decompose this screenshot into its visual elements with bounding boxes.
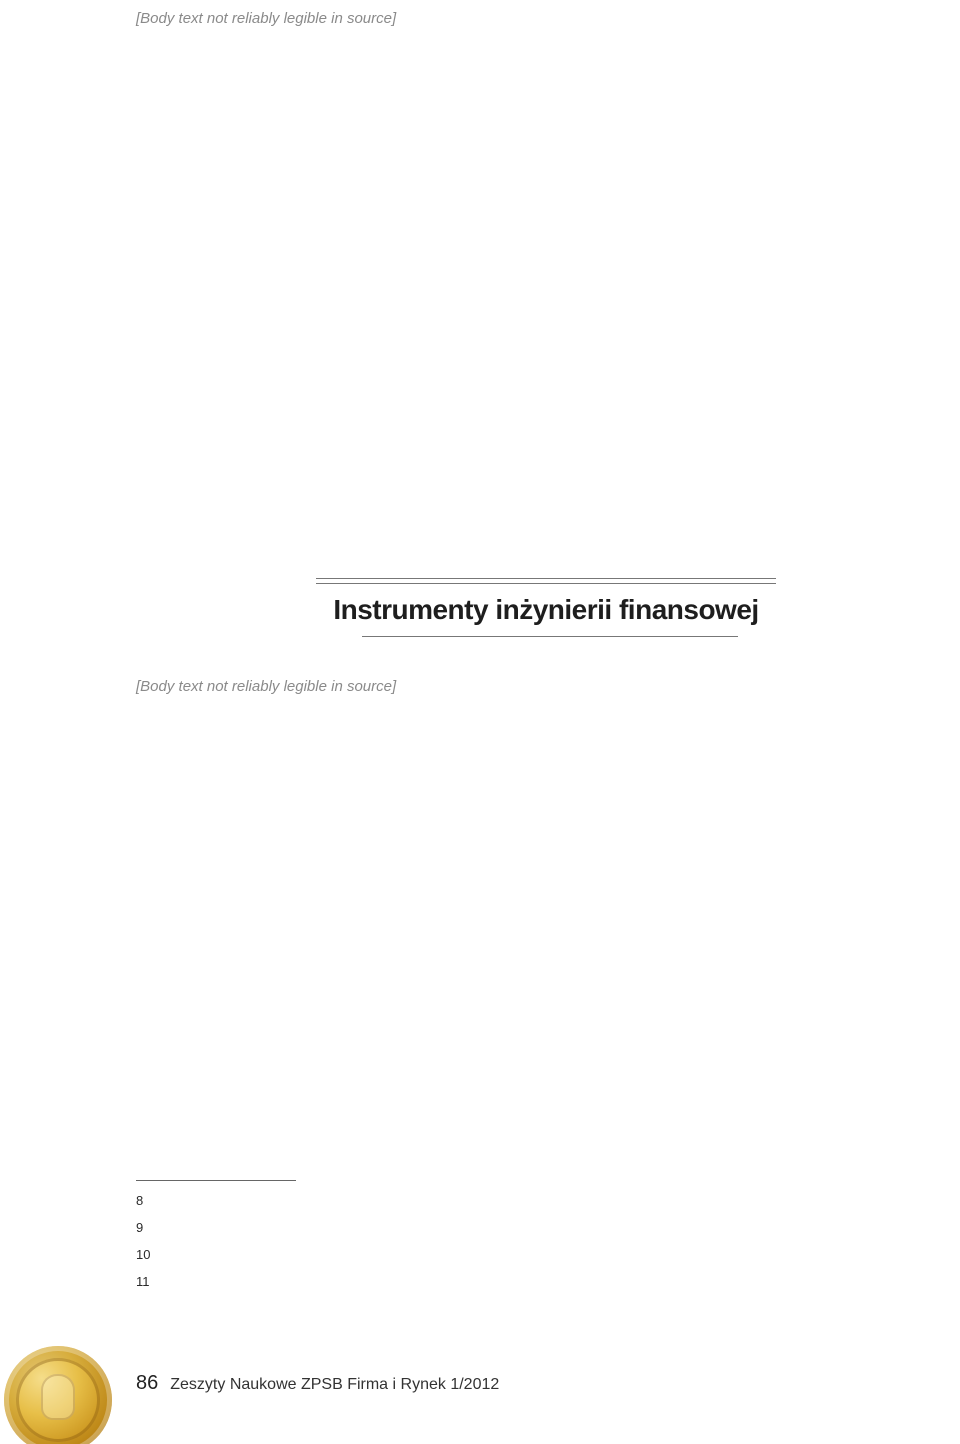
body-text-top bbox=[136, 0, 956, 530]
title-top-rule bbox=[316, 578, 776, 584]
journal-logo-seal bbox=[4, 1346, 112, 1444]
missing-body-note-top: [Body text not reliably legible in source] bbox=[136, 10, 397, 27]
document-page bbox=[136, 0, 956, 1444]
missing-body-note-bottom: [Body text not reliably legible in source] bbox=[136, 678, 397, 695]
footnote-text bbox=[160, 1244, 956, 1265]
footnote-9 bbox=[136, 1217, 956, 1238]
footnote-number: 11 bbox=[136, 1274, 150, 1289]
footnote-11 bbox=[136, 1271, 956, 1292]
title-bottom-rule bbox=[362, 636, 738, 637]
footnote-10 bbox=[136, 1244, 956, 1265]
section-heading bbox=[316, 578, 776, 650]
footnote-text bbox=[160, 1271, 956, 1292]
journal-name: Zeszyty Naukowe ZPSB Firma i Rynek 1/2012 bbox=[170, 1376, 500, 1393]
footnote-divider bbox=[136, 1180, 296, 1181]
body-text-bottom bbox=[136, 668, 956, 1144]
footnote-8 bbox=[136, 1190, 956, 1211]
page-footer bbox=[136, 1372, 836, 1395]
footnote-text bbox=[160, 1190, 956, 1211]
footnotes bbox=[136, 1190, 956, 1298]
footnote-number: 9 bbox=[136, 1220, 144, 1235]
logo-center-mark bbox=[41, 1374, 75, 1420]
footnote-text bbox=[160, 1217, 956, 1238]
section-title: Instrumenty inżynierii finansowej bbox=[333, 594, 759, 625]
footnote-number: 10 bbox=[136, 1247, 151, 1262]
footnote-number: 8 bbox=[136, 1193, 144, 1208]
page-number: 86 bbox=[136, 1372, 159, 1394]
